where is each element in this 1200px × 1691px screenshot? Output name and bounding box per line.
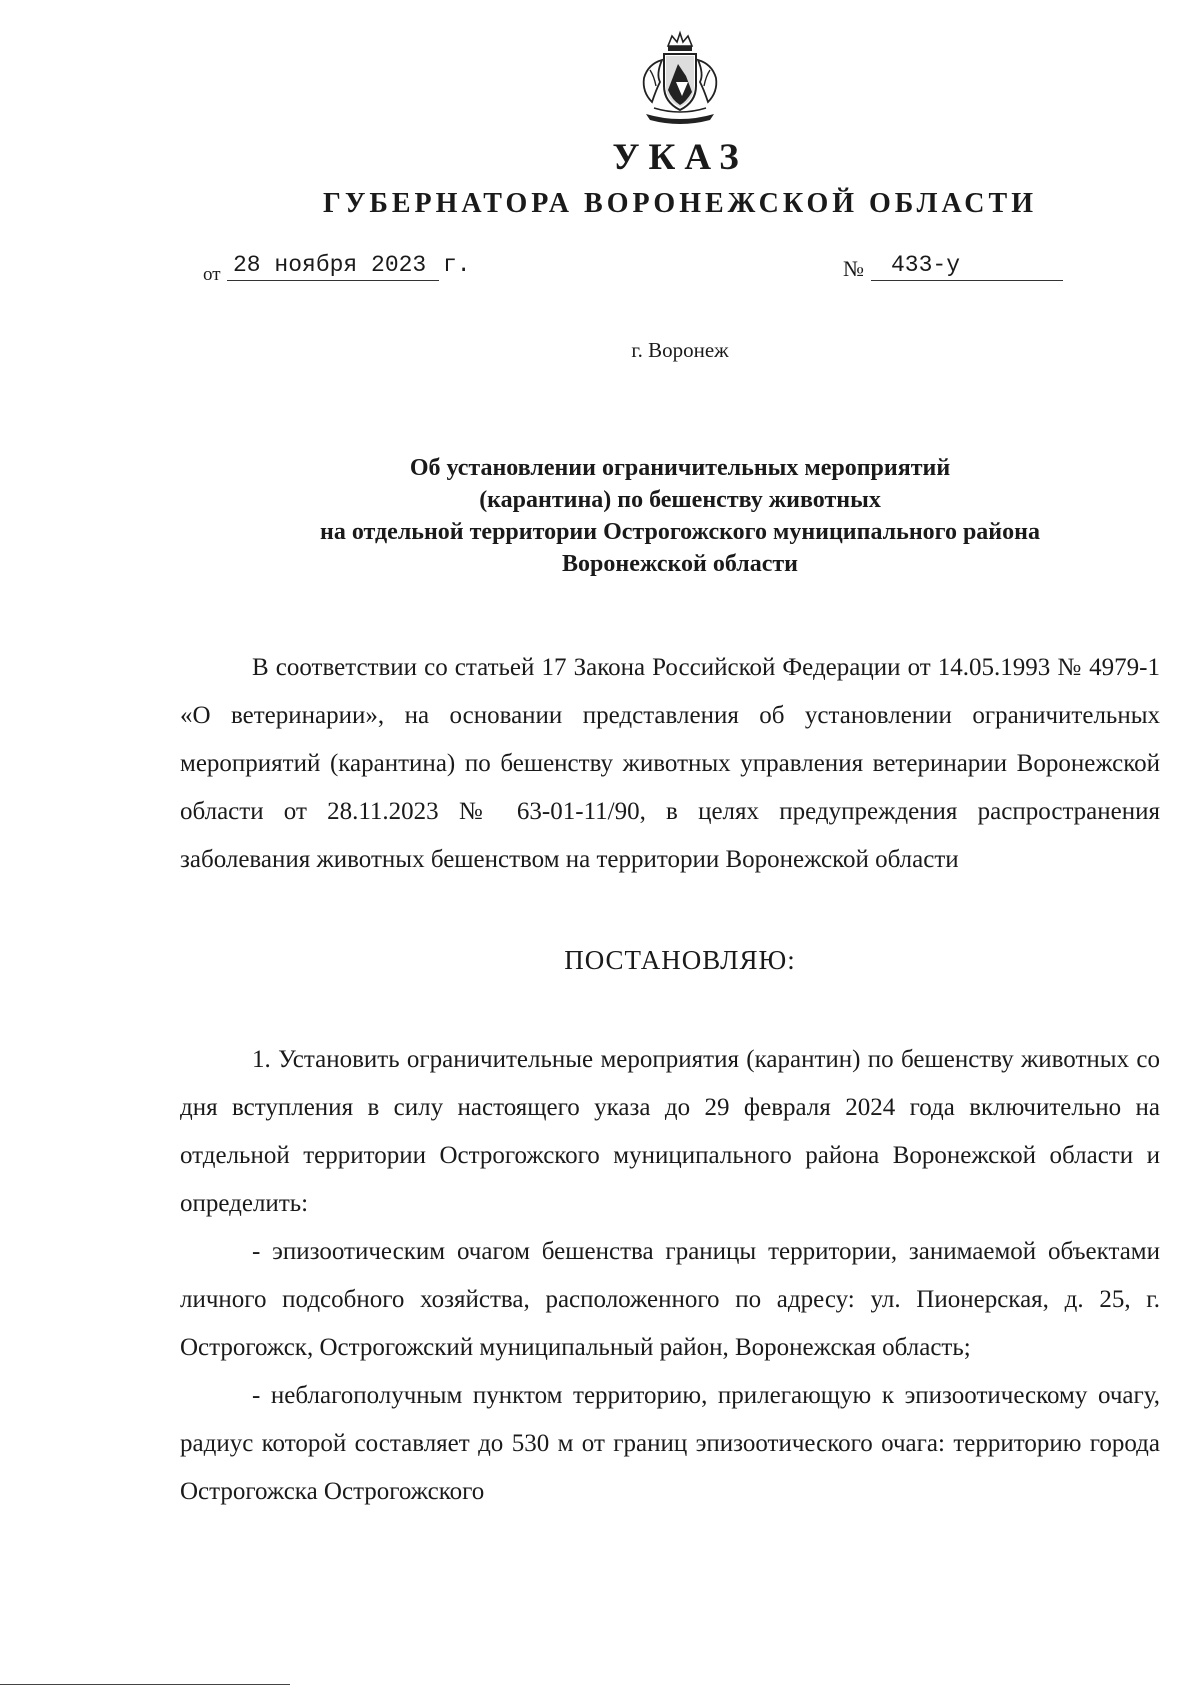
heading-line: на отдельной территории Острогожского муниципального района — [320, 519, 1040, 545]
heading-line: Об установлении ограничительных мероприятий — [409, 455, 951, 481]
city: г. Воронеж — [631, 338, 729, 362]
item-block — [180, 1036, 1160, 1516]
date-underline — [227, 280, 439, 281]
date-suffix: г. — [443, 252, 471, 278]
preamble-paragraph: В соответствии со статьей 17 Закона Российской Федерации от 14.05.1993 № 4979-1 «О ветеринарии», на основании представления об установлении ограничительных мероприятий (карантина) по бешенству животных управления ветеринарии Воронежской области от 28.11.2023 № 63-01-11/90, в целях предупреждения распространения заболевания животных бешенством на территории Воронежской области — [180, 654, 1160, 873]
decree-word: ПОСТАНОВЛЯЮ: — [564, 945, 796, 975]
date-number-row — [203, 252, 1163, 286]
item-1-b-paragraph: - неблагополучным пунктом территорию, прилегающую к эпизоотическому очагу, радиус которой составляет до 530 м от границ эпизоотического очага: территорию города Острогожска Острогожского — [180, 1382, 1160, 1505]
date-prefix: от — [203, 264, 221, 285]
issuer-title: ГУБЕРНАТОРА ВОРОНЕЖСКОЙ ОБЛАСТИ — [323, 188, 1037, 219]
coat-of-arms-icon — [620, 30, 740, 128]
document-number: 433-у — [891, 252, 961, 278]
item-1-paragraph: 1. Установить ограничительные мероприятия (карантин) по бешенству животных со дня вступления в силу настоящего указа до 29 февраля 2024 года включительно на отдельной территории Острогожского муниципального района Воронежской области и определить: — [180, 1046, 1160, 1217]
document-heading — [180, 452, 1180, 580]
document-type-title: УКАЗ — [612, 137, 748, 178]
footer-rule — [0, 1684, 290, 1685]
heading-line: Воронежской области — [562, 551, 798, 577]
number-underline — [871, 280, 1063, 281]
preamble-block — [180, 644, 1160, 884]
document-date: 28 ноября 2023 — [233, 252, 427, 278]
item-1-a-paragraph: - эпизоотическим очагом бешенства границы территории, занимаемой объектами личного подсобного хозяйства, расположенного по адресу: ул. Пионерская, д. 25, г. Острогожск, Острогожский муниципальный район, Воронежская область; — [180, 1238, 1160, 1361]
number-prefix: № — [843, 256, 864, 281]
heading-line: (карантина) по бешенству животных — [479, 487, 881, 513]
